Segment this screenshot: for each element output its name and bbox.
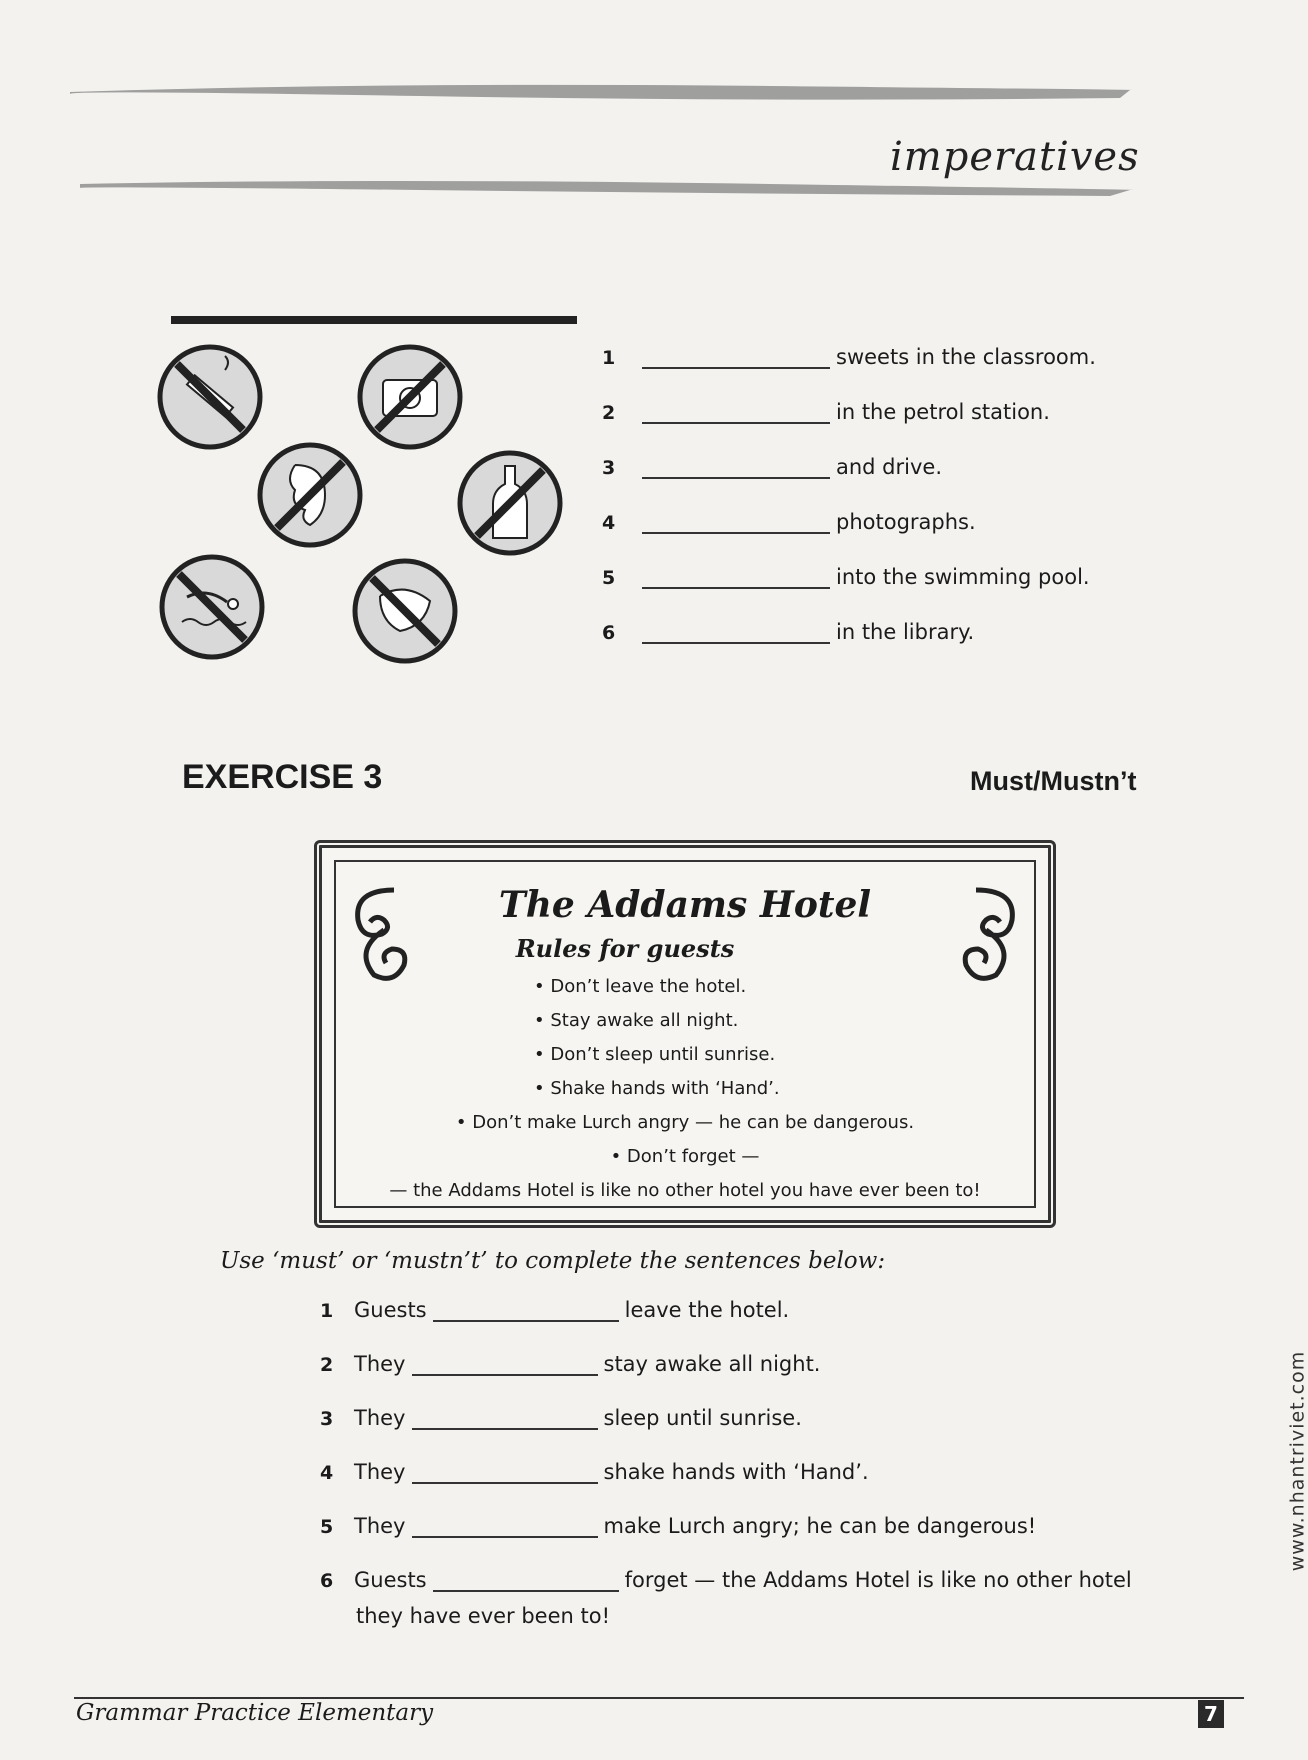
answer-blank[interactable] <box>642 345 830 369</box>
item-text: photographs. <box>836 510 976 534</box>
rule-item: • Don’t sleep until sunrise. <box>534 1044 776 1065</box>
exercise-topic: Must/Mustn’t <box>970 766 1137 796</box>
list-item <box>602 455 1122 510</box>
list-item <box>602 565 1122 620</box>
answer-blank[interactable] <box>642 400 830 424</box>
answer-blank[interactable] <box>642 455 830 479</box>
footer-divider <box>74 1697 1244 1699</box>
item-number: 5 <box>320 1516 334 1538</box>
list-item <box>320 1514 1140 1568</box>
item-subject: They <box>354 1406 406 1430</box>
hotel-rules-sign <box>314 840 1056 1228</box>
list-item <box>320 1352 1140 1406</box>
list-item <box>602 345 1122 400</box>
answer-blank[interactable] <box>642 620 830 644</box>
header-brush-top <box>70 80 1130 102</box>
item-text: into the swimming pool. <box>836 565 1090 589</box>
no-drinking-icon <box>455 448 565 558</box>
exercise2-list <box>602 345 1122 675</box>
item-text: and drive. <box>836 455 943 479</box>
item-text: stay awake all night. <box>603 1352 821 1376</box>
side-url: www.nhantriviet.com <box>1286 1350 1308 1572</box>
exercise-instruction: Use ‘must’ or ‘mustn’t’ to complete the sentences below: <box>220 1248 886 1274</box>
item-subject: They <box>354 1352 406 1376</box>
list-item <box>320 1460 1140 1514</box>
answer-blank[interactable] <box>412 1406 598 1430</box>
rule-item: • Don’t make Lurch angry — he can be dangerous. <box>455 1112 915 1133</box>
answer-blank[interactable] <box>433 1568 619 1592</box>
item-number: 1 <box>320 1300 334 1322</box>
rule-item: • Don’t leave the hotel. <box>534 976 747 997</box>
answer-blank[interactable] <box>412 1460 598 1484</box>
item-text: in the petrol station. <box>836 400 1050 424</box>
item-text: shake hands with ‘Hand’. <box>603 1460 869 1484</box>
answer-blank[interactable] <box>412 1514 598 1538</box>
section-title: imperatives <box>890 134 1140 180</box>
footer-book-title: Grammar Practice Elementary <box>76 1700 434 1726</box>
item-number: 5 <box>602 567 616 589</box>
answer-blank[interactable] <box>433 1298 619 1322</box>
list-item <box>320 1298 1140 1352</box>
page-number: 7 <box>1198 1700 1224 1728</box>
exercise-divider <box>171 316 577 324</box>
answer-blank[interactable] <box>642 565 830 589</box>
rules-list <box>336 970 1034 1208</box>
answer-blank[interactable] <box>642 510 830 534</box>
item-number: 2 <box>602 402 616 424</box>
sign-inner-border <box>334 860 1036 1208</box>
item-subject: They <box>354 1460 406 1484</box>
rule-item: • Shake hands with ‘Hand’. <box>534 1078 780 1099</box>
exercise-title: EXERCISE 3 <box>182 758 383 796</box>
sign-subtitle: Rules for guests <box>515 934 735 963</box>
answer-blank[interactable] <box>412 1352 598 1376</box>
no-diving-icon <box>157 552 267 662</box>
list-item <box>320 1406 1140 1460</box>
list-item <box>602 400 1122 455</box>
item-subject: Guests <box>354 1568 427 1592</box>
sign-title: The Addams Hotel <box>498 884 872 926</box>
no-camera-icon <box>355 342 465 452</box>
item-number: 4 <box>602 512 616 534</box>
list-item <box>602 620 1122 675</box>
item-continuation: they have ever been to! <box>356 1604 610 1628</box>
item-number: 1 <box>602 347 616 369</box>
item-number: 6 <box>320 1570 334 1592</box>
exercise3-list <box>320 1298 1140 1628</box>
item-text: leave the hotel. <box>624 1298 790 1322</box>
item-subject: They <box>354 1514 406 1538</box>
item-number: 3 <box>602 457 616 479</box>
item-number: 2 <box>320 1354 334 1376</box>
item-text: sleep until sunrise. <box>603 1406 802 1430</box>
item-text: in the library. <box>836 620 975 644</box>
item-text: make Lurch angry; he can be dangerous! <box>603 1514 1037 1538</box>
item-number: 6 <box>602 622 616 644</box>
no-eating-icon <box>255 440 365 550</box>
rule-item: — the Addams Hotel is like no other hotel you have ever been to! <box>389 1180 981 1201</box>
no-smoking-icon <box>155 342 265 452</box>
item-number: 4 <box>320 1462 334 1484</box>
item-text: forget — the Addams Hotel is like no other hotel <box>624 1568 1132 1592</box>
no-talking-icon <box>350 556 460 666</box>
item-subject: Guests <box>354 1298 427 1322</box>
rule-item: • Stay awake all night. <box>534 1010 739 1031</box>
item-number: 3 <box>320 1408 334 1430</box>
rule-item: • Don’t forget — <box>610 1146 760 1167</box>
list-item <box>602 510 1122 565</box>
item-text: sweets in the classroom. <box>836 345 1096 369</box>
